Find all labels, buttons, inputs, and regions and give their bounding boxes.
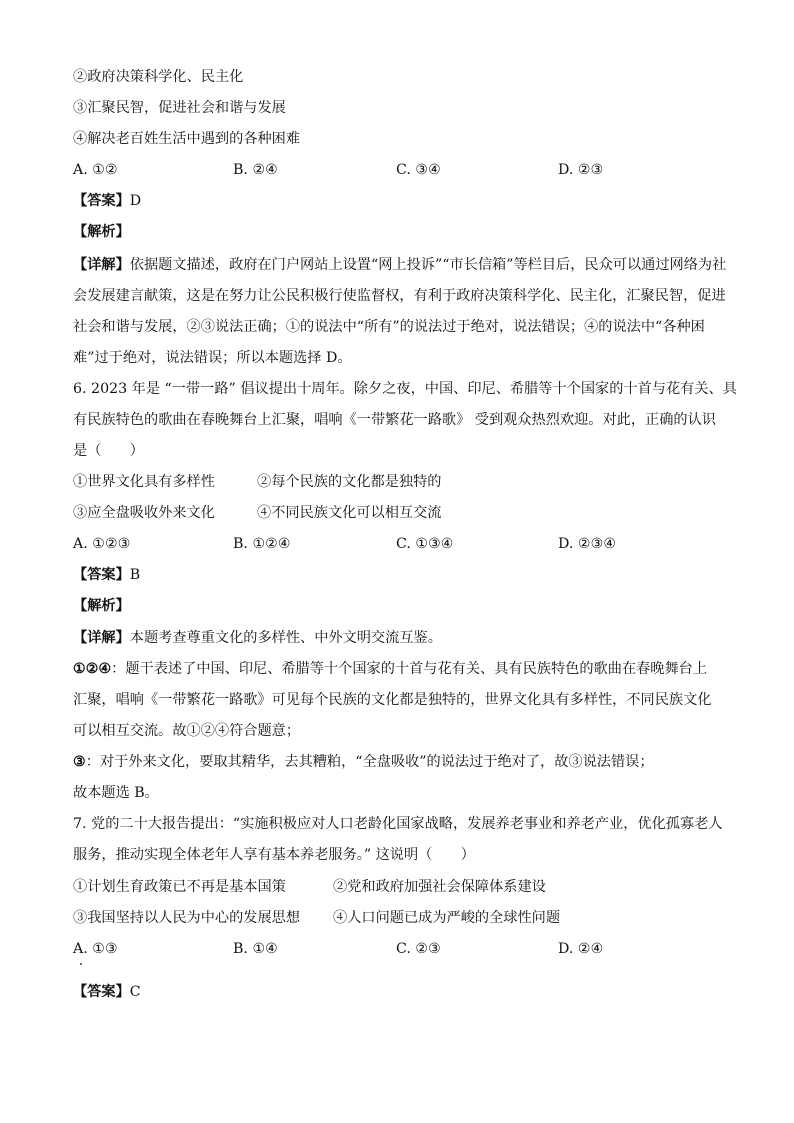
q6-option-a: A. ①②③ [73, 536, 131, 552]
q5-option-d: D. ②③ [558, 162, 604, 178]
q6-detail-line-5 [73, 752, 654, 772]
answer-value: C [129, 984, 141, 1000]
q6-stem-line-2: 有民族特色的歌曲在春晚舞台上汇聚，唱响《一带繁花一路歌》 受到观众热烈欢迎。对此，正确的认识 [73, 412, 716, 428]
q5-detail-line-1 [73, 255, 726, 275]
detail-text: 本题考查尊重文化的多样性、中外文明交流互鉴。 [129, 630, 442, 646]
q6-option-b: B. ①②④ [233, 536, 291, 552]
answer-tag: 【答案】 [73, 567, 130, 583]
q7-option-a: A. ①③ [73, 941, 118, 957]
q5-detail-line-2: 会发展建言献策，这是在努力让公民积极行使监督权，有利于政府决策科学化、民主化，汇聚民智，促进 [73, 288, 726, 304]
detail-text: ：题干表述了中国、印尼、希腊等十个国家的十首与花有关、具有民族特色的歌曲在春晚舞台上 [111, 661, 708, 677]
q7-item-3: ③我国坚持以人民为中心的发展思想 [73, 910, 301, 926]
stray-mark [80, 963, 82, 965]
detail-text: 依据题文描述，政府在门户网站上设置“网上投诉”“市长信箱”等栏目后，民众可以通过网络为社 [129, 257, 727, 273]
detail-text: ：对于外来文化，要取其精华，去其糟粕，“全盘吸收”的说法过于绝对了，故③说法错误； [85, 754, 654, 770]
q6-detail-line-4: 可以相互交流。故①②④符合题意； [73, 723, 301, 739]
q5-option-a: A. ①② [73, 162, 118, 178]
q6-item-4: ④不同民族文化可以相互交流 [257, 505, 442, 521]
q5-item-2: ②政府决策科学化、民主化 [73, 69, 244, 85]
q6-item-2: ②每个民族的文化都是独特的 [257, 474, 442, 490]
q6-answer [73, 565, 140, 585]
detail-tag: 【详解】 [73, 257, 130, 273]
q7-option-d: D. ②④ [558, 941, 604, 957]
answer-tag: 【答案】 [73, 193, 130, 209]
q6-option-c: C. ①③④ [396, 536, 454, 552]
detail-prefix: ③ [73, 754, 86, 770]
q5-analysis-heading [73, 222, 130, 242]
q6-item-3: ③应全盘吸收外来文化 [73, 505, 215, 521]
q5-option-c: C. ③④ [396, 162, 441, 178]
q6-detail-line-1 [73, 628, 442, 648]
q6-detail-line-3: 汇聚，唱响《一带繁花一路歌》可见每个民族的文化都是独特的，世界文化具有多样性，不同民族文化 [73, 692, 712, 708]
answer-value: D [129, 193, 142, 209]
q5-answer [73, 191, 141, 211]
q5-item-3: ③汇聚民智，促进社会和谐与发展 [73, 100, 286, 116]
answer-tag: 【答案】 [73, 984, 130, 1000]
q7-item-2: ②党和政府加强社会保障体系建设 [333, 879, 546, 895]
q7-item-4: ④人口问题已成为严峻的全球性问题 [333, 910, 561, 926]
q6-stem-line-1: 6. 2023 年是 “一带一路” 倡议提出十周年。除夕之夜，中国、印尼、希腊等十个国家的十首与花有关、具 [73, 381, 737, 397]
answer-value: B [129, 567, 141, 583]
q6-option-d: D. ②③④ [558, 536, 617, 552]
q6-analysis-heading [73, 596, 130, 616]
q7-stem-line-2: 服务，推动实现全体老年人享有基本养老服务。” 这说明（ ） [73, 847, 475, 863]
q7-option-c: C. ②③ [396, 941, 441, 957]
detail-tag: 【详解】 [73, 630, 130, 646]
detail-prefix: ①②④ [73, 661, 112, 677]
q7-stem-line-1: 7. 党的二十大报告提出：“实施积极应对人口老龄化国家战略，发展养老事业和养老产业，优化孤寡老人 [73, 816, 723, 832]
q5-item-4: ④解决老百姓生活中遇到的各种困难 [73, 131, 301, 147]
q7-item-1: ①计划生育政策已不再是基本国策 [73, 879, 286, 895]
analysis-tag: 【解析】 [73, 598, 130, 614]
q6-detail-line-2 [73, 659, 707, 679]
q7-answer [73, 982, 141, 1002]
q7-option-b: B. ①④ [233, 941, 278, 957]
q5-detail-line-3: 社会和谐与发展，②③说法正确；①的说法中“所有”的说法过于绝对，说法错误；④的说法中“各种困 [73, 319, 705, 335]
q5-detail-line-4: 难”过于绝对，说法错误；所以本题选择 D。 [73, 350, 352, 366]
analysis-tag: 【解析】 [73, 224, 130, 240]
q6-item-1: ①世界文化具有多样性 [73, 474, 215, 490]
q6-conclusion: 故本题选 B。 [73, 785, 159, 801]
q5-option-b: B. ②④ [233, 162, 278, 178]
q6-stem-line-3: 是（ ） [73, 443, 144, 459]
